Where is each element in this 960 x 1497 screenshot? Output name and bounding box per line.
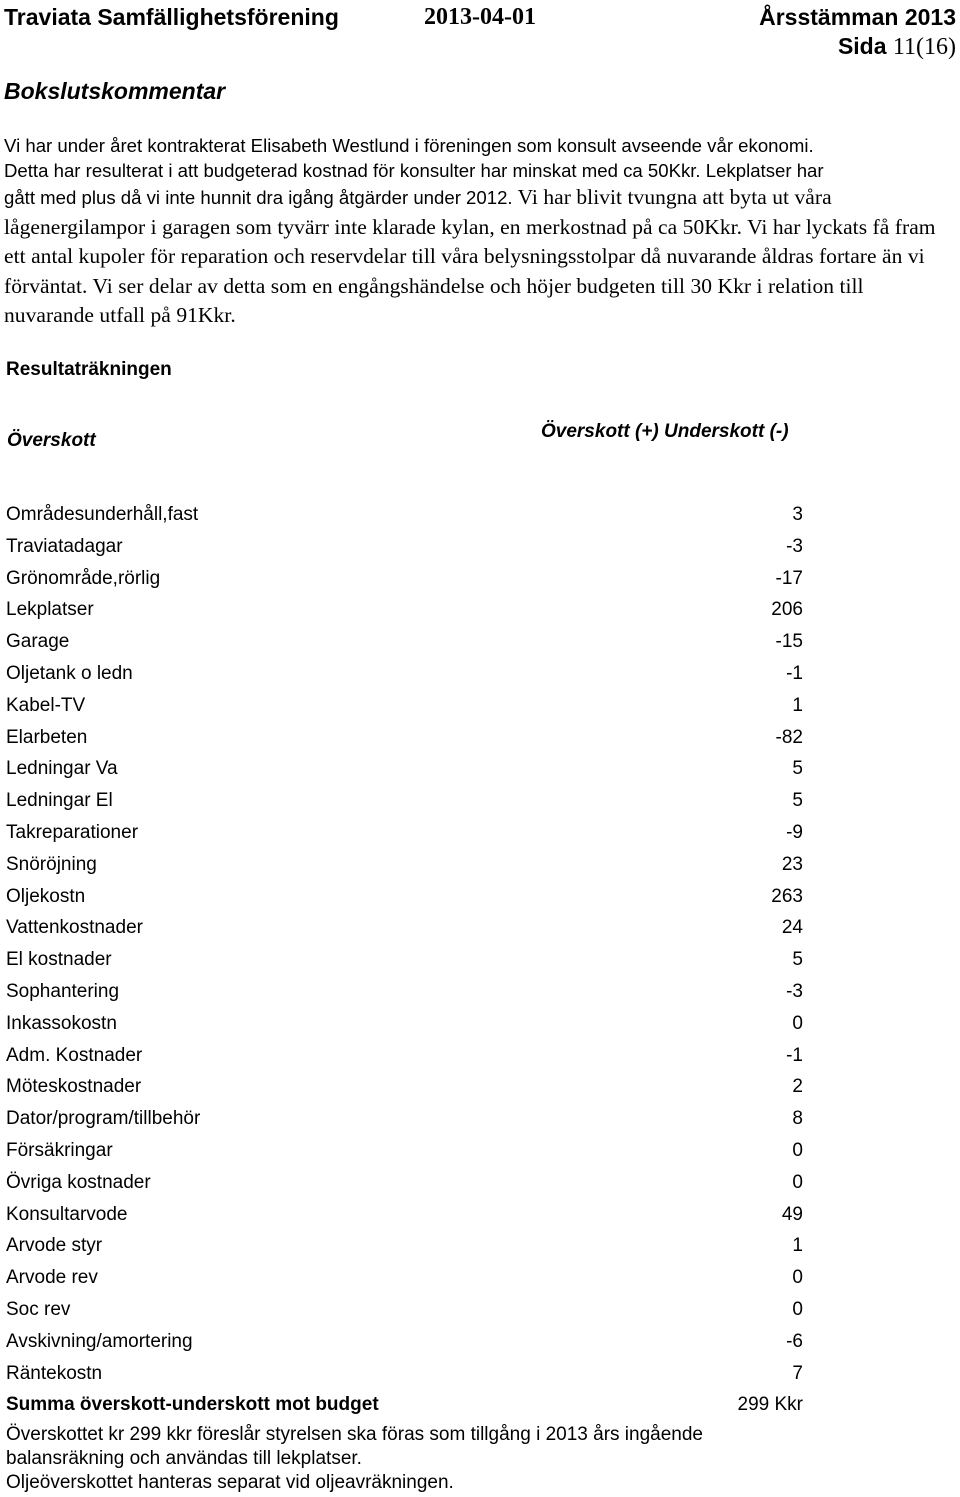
sum-label: Summa överskott-underskott mot budget xyxy=(6,1394,379,1415)
row-label: Takreparationer xyxy=(6,822,139,843)
table-row xyxy=(0,599,960,630)
row-value: 1 xyxy=(792,694,803,716)
row-value: -1 xyxy=(786,1044,803,1066)
results-title: Resultaträkningen xyxy=(6,359,172,380)
row-value: 8 xyxy=(792,1108,803,1130)
row-value: -1 xyxy=(786,663,803,684)
table-row xyxy=(0,631,960,662)
row-label: Räntekostn xyxy=(6,1362,103,1384)
row-label: Elarbeten xyxy=(6,726,88,748)
paragraph-line-1: Vi har under året kontrakterat Elisabeth Westlund i föreningen som konsult avseende vår ekonomi. xyxy=(4,135,814,156)
row-label: Lekplatser xyxy=(6,599,94,621)
column-header-left: Överskott xyxy=(7,430,96,451)
row-value: 5 xyxy=(792,758,803,780)
row-value: 1 xyxy=(792,1235,803,1257)
table-row xyxy=(0,1013,960,1044)
column-header-right: Överskott (+) Underskott (-) xyxy=(541,421,789,442)
row-value: 0 xyxy=(792,1140,803,1161)
header-page-indicator xyxy=(838,33,956,61)
table-row xyxy=(0,1267,960,1298)
section-title: Bokslutskommentar xyxy=(4,78,226,104)
paragraph-body xyxy=(4,183,958,331)
row-value: -3 xyxy=(786,535,803,557)
row-label: Övriga kostnader xyxy=(6,1171,151,1193)
header-date: 2013-04-01 xyxy=(424,4,536,30)
row-label: Konsultarvode xyxy=(6,1203,128,1225)
row-label: Garage xyxy=(6,631,70,653)
row-label: Sophantering xyxy=(6,981,120,1002)
table-row xyxy=(0,663,960,694)
row-value: 5 xyxy=(792,949,803,971)
row-label: Vattenkostnader xyxy=(6,917,143,939)
row-value: 7 xyxy=(792,1362,803,1384)
row-value: -3 xyxy=(786,981,803,1002)
sum-value: 299 Kkr xyxy=(737,1394,803,1415)
table-row xyxy=(0,1076,960,1107)
row-label: Områdesunderhåll,fast xyxy=(6,504,199,525)
row-label: Oljekostn xyxy=(6,885,86,907)
row-value: 24 xyxy=(781,917,803,939)
table-row xyxy=(0,727,960,758)
row-label: Oljetank o ledn xyxy=(6,663,133,684)
row-value: -82 xyxy=(775,726,803,748)
row-label: Adm. Kostnader xyxy=(6,1044,143,1066)
table-row xyxy=(0,1108,960,1139)
table-row xyxy=(0,854,960,885)
row-label: Ledningar El xyxy=(6,790,113,812)
row-label: Arvode styr xyxy=(6,1235,103,1257)
row-value: 3 xyxy=(792,504,803,525)
table-row xyxy=(0,1140,960,1171)
row-label: Snöröjning xyxy=(6,853,97,875)
row-value: 0 xyxy=(792,1267,803,1289)
table-row xyxy=(0,917,960,948)
row-label: Grönområde,rörlig xyxy=(6,567,161,589)
table-row xyxy=(0,790,960,821)
row-value: -15 xyxy=(775,631,803,653)
row-label: Dator/program/tillbehör xyxy=(6,1108,201,1130)
row-value: 5 xyxy=(792,790,803,812)
table-row xyxy=(0,822,960,853)
row-value: 2 xyxy=(792,1076,803,1098)
header-meeting: Årsstämman 2013 xyxy=(759,4,956,30)
table-row xyxy=(0,1235,960,1266)
row-label: Försäkringar xyxy=(6,1140,113,1161)
row-value: -9 xyxy=(786,822,803,843)
table-row xyxy=(0,695,960,726)
table-row xyxy=(0,1299,960,1330)
table-row xyxy=(0,949,960,980)
row-label: Möteskostnader xyxy=(6,1076,142,1098)
row-label: Inkassokostn xyxy=(6,1012,117,1034)
page-label: Sida xyxy=(837,33,887,59)
table-row xyxy=(0,1363,960,1394)
table-row xyxy=(0,1331,960,1362)
table-row xyxy=(0,1045,960,1076)
paragraph-line-2: Detta har resulterat i att budgeterad kostnad för konsulter har minskat med ca 50Kkr. Lekplatser har xyxy=(4,160,824,181)
row-value: 263 xyxy=(771,885,803,907)
row-label: Ledningar Va xyxy=(6,758,118,780)
table-row xyxy=(0,886,960,917)
row-value: 0 xyxy=(792,1012,803,1034)
header-organization: Traviata Samfällighetsförening xyxy=(4,4,339,30)
row-label: Arvode rev xyxy=(6,1267,98,1289)
row-label: Avskivning/amortering xyxy=(6,1330,193,1352)
table-row xyxy=(0,504,960,535)
note-surplus: Överskottet kr 299 kkr föreslår styrelsen ska föras som tillgång i 2013 års ingående balansräkning och användas till lekplatser. xyxy=(6,1424,703,1469)
row-value: 49 xyxy=(781,1203,803,1225)
row-value: 0 xyxy=(792,1171,803,1193)
row-value: 0 xyxy=(792,1299,803,1320)
table-row xyxy=(0,758,960,789)
page-number: 11(16) xyxy=(892,34,956,60)
row-label: Kabel-TV xyxy=(6,694,86,716)
row-value: -6 xyxy=(786,1330,803,1352)
row-value: 206 xyxy=(771,599,803,621)
table-row xyxy=(0,568,960,599)
row-label: El kostnader xyxy=(6,949,112,971)
table-row xyxy=(0,1204,960,1235)
table-row xyxy=(0,1172,960,1203)
paragraph-line-3: gått med plus då vi inte hunnit dra igång åtgärder under 2012. xyxy=(4,187,513,208)
paragraph-serif-text: Vi har blivit tvungna att byta ut våra lågenergilampor i garagen som tyvärr inte klarade kylan, en merkostnad på ca 50Kkr. Vi har lyckats få fram ett antal kupoler för reparation och reservdelar till våra belysningsstolpar då nuvarande åldras fortare än vi förväntat. Vi ser delar av detta som en engångshändelse och höjer budgeten till 30 Kkr i relation till nuvarande utfall på 91Kkr. xyxy=(4,185,936,327)
row-value: 23 xyxy=(781,853,803,875)
table-row xyxy=(0,981,960,1012)
table-row xyxy=(0,536,960,567)
row-label: Traviatadagar xyxy=(6,535,123,557)
row-label: Soc rev xyxy=(6,1299,71,1320)
row-value: -17 xyxy=(775,567,803,589)
note-oil: Oljeöverskottet hanteras separat vid oljeavräkningen. xyxy=(6,1472,454,1493)
